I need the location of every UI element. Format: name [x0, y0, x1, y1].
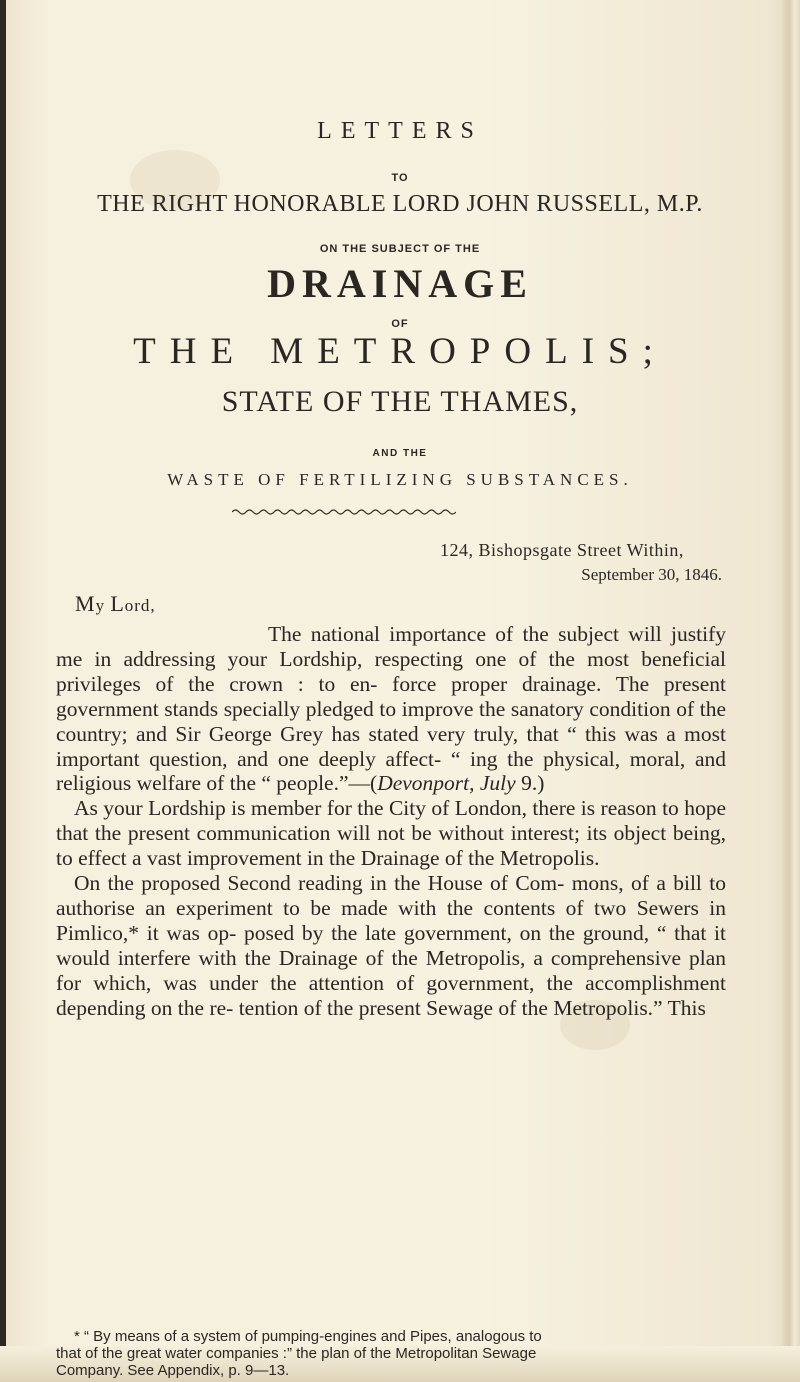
text-line: of government, the accomplishment depending on the re- — [56, 970, 726, 1020]
title-and-the: AND THE — [372, 448, 428, 459]
citation-italic: Devonport, July — [377, 771, 516, 796]
text-line: with the contents of two Sewers in Pimlico,* it was op- — [56, 895, 727, 945]
text-line: tention of the present Sewage of the Metropolis.” This — [238, 995, 706, 1020]
text-line: “ ing the physical, moral, and religious welfare of the — [56, 746, 727, 796]
text-line: The national importance of the subject — [268, 622, 619, 646]
text-line: specially pledged to improve the sanatory condition of the — [223, 696, 726, 721]
text-line: posed by the late government, on the ground, “ that it — [243, 920, 727, 945]
salutation-cap-m: M — [75, 591, 96, 616]
letter-date: September 30, 1846. — [581, 565, 722, 584]
title-metropolis: THE METROPOLIS; — [133, 331, 667, 372]
salutation-smallcaps-ord: ord, — [124, 596, 156, 615]
text-line — [261, 771, 544, 795]
title-to: TO — [391, 172, 409, 184]
text-line: country; and Sir George Grey has stated very truly, that — [56, 721, 559, 746]
citation-end: 9.) — [515, 771, 545, 796]
text-line: there is reason to hope that the present communication — [56, 796, 727, 846]
text-line: vast improvement in the Drainage of the Metropolis. — [146, 846, 600, 871]
salutation — [75, 591, 156, 617]
text-line: On the proposed Second reading in the House of Com- — [74, 871, 565, 896]
footnote-line: that of the great water companies :” the plan of the Metropolitan Sewage — [56, 1345, 537, 1362]
paragraph-3 — [56, 871, 726, 1020]
text-line: would interfere with the Drainage of the Metropolis, a — [56, 945, 543, 970]
salutation-cap-l: L — [110, 591, 125, 616]
footnote-line: Company. See Appendix, p. 9—13. — [56, 1362, 290, 1379]
salutation-smallcaps-y: y — [95, 596, 111, 615]
text-line: comprehensive plan for which, was under the attention — [56, 945, 727, 995]
letter-body — [56, 622, 726, 1021]
title-subject-intro: ON THE SUBJECT OF THE — [319, 243, 481, 255]
quote-close: “ people.”—( — [261, 771, 378, 796]
paragraph-1 — [56, 622, 726, 796]
sender-address: 124, Bishopsgate Street Within, — [440, 540, 684, 560]
title-drainage: DRAINAGE — [267, 261, 533, 306]
title-letters: LETTERS — [317, 118, 483, 144]
text-line: mons, of a bill to authorise an experiment to be made — [56, 871, 726, 920]
text-line: “ this was a most important question, and one deeply affect- — [56, 721, 726, 771]
text-line: As your Lordship is member for the City of London, — [74, 796, 527, 821]
text-line: will justify me in addressing your Lordship, respecting — [56, 622, 726, 671]
text-line: force proper drainage. The present government stands — [56, 671, 726, 721]
title-waste: WASTE OF FERTILIZING SUBSTANCES. — [167, 470, 633, 489]
wavy-rule-divider — [232, 507, 456, 517]
title-state-of-thames: STATE OF THE THAMES, — [221, 385, 579, 418]
title-of: OF — [391, 318, 409, 330]
footnote — [56, 1328, 726, 1379]
title-addressee: THE RIGHT HONORABLE LORD JOHN RUSSELL, M.P. — [97, 191, 703, 217]
text-line: will not be without interest; its object being, to effect a — [56, 821, 727, 871]
paragraph-2 — [56, 796, 726, 871]
footnote-line: * “ By means of a system of pumping-engines and Pipes, analogous to — [74, 1328, 542, 1345]
text-line: one of the most beneficial privileges of the crown : to en- — [56, 646, 726, 696]
